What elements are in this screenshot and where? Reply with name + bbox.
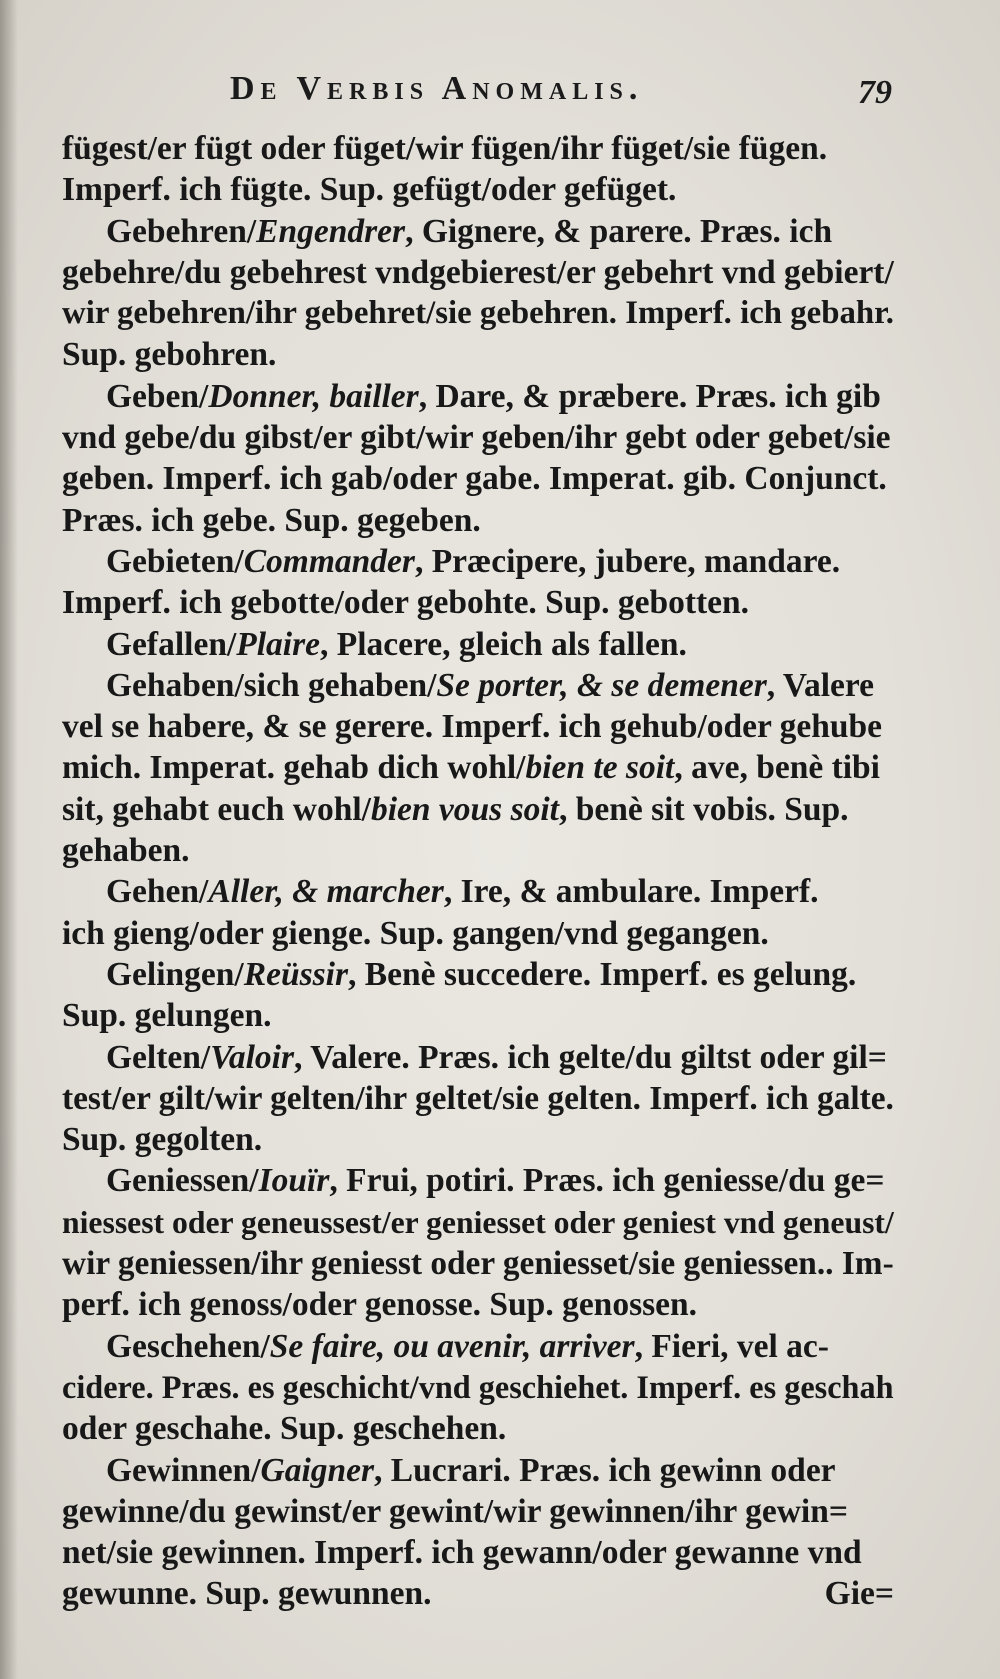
text-line (62, 293, 894, 334)
page-number: 79 (858, 74, 892, 111)
text-segment: Geschehen/ (106, 1327, 270, 1365)
text-segment: niessest oder geneussest/er geniesset oder geniest vnd geneust/ (62, 1204, 894, 1240)
text-segment: Gebieten/ (106, 542, 244, 580)
french-gloss: Gaigner (260, 1451, 375, 1489)
text-segment: Imperf. ich gebotte/oder gebohte. Sup. gebotten. (62, 584, 750, 622)
text-segment: gebehre/du gebehrest vndgebierest/er gebehrt vnd gebiert/ (62, 253, 894, 291)
french-gloss: Se faire, ou avenir, arriver (269, 1327, 635, 1365)
french-gloss: Donner, bailler (208, 377, 419, 415)
text-line (62, 747, 894, 788)
text-segment: oder geschahe. Sup. geschehen. (62, 1410, 507, 1448)
french-gloss: bien vous soit (370, 790, 559, 828)
text-segment: net/sie gewinnen. Imperf. ich gewann/oder gewanne vnd (62, 1534, 862, 1572)
french-gloss: Aller, & marcher (208, 873, 444, 911)
text-segment: , Frui, potiri. Præs. ich geniesse/du ge= (329, 1162, 885, 1200)
page-header (60, 70, 900, 120)
text-segment: mich. Imperat. gehab dich wohl/ (62, 749, 526, 787)
text-segment: Gefallen/ (106, 625, 237, 663)
text-line (62, 500, 894, 541)
text-line (62, 458, 894, 499)
french-gloss: Valoir (210, 1038, 294, 1076)
text-line (62, 334, 894, 375)
text-line (62, 1243, 894, 1284)
text-segment: , Præcipere, jubere, mandare. (414, 542, 841, 580)
text-line (62, 1119, 894, 1160)
text-line (62, 624, 894, 665)
text-line (62, 995, 894, 1036)
text-segment: vel se habere, & se gerere. Imperf. ich gehub/oder gehube (62, 708, 883, 746)
text-segment: wir gebehren/ihr gebehret/sie gebehren. Imperf. ich gebahr. (62, 295, 894, 332)
running-head: De Verbis Anomalis. (230, 70, 644, 107)
text-line (62, 665, 894, 706)
text-line (62, 1160, 894, 1201)
text-line (62, 252, 894, 293)
text-line (62, 1532, 894, 1573)
text-segment: vnd gebe/du gibst/er gibt/wir geben/ihr gebt oder gebet/sie (62, 419, 891, 457)
text-line (62, 417, 894, 458)
text-segment: , Dare, & præbere. Præs. ich gib (418, 377, 881, 415)
text-segment: Præs. ich gebe. Sup. gegeben. (62, 501, 481, 539)
text-segment: Gehaben/sich gehaben/ (106, 666, 437, 704)
french-gloss: Commander (243, 542, 415, 580)
french-gloss: Plaire (236, 625, 320, 663)
text-segment: , Benè succedere. Imperf. es gelung. (348, 955, 857, 993)
text-line (62, 706, 894, 747)
text-line (62, 1408, 894, 1449)
text-line (62, 871, 894, 912)
text-segment: gehaben. (62, 832, 190, 870)
text-segment: , ave, benè tibi (674, 749, 880, 787)
text-segment: cidere. Præs. es geschicht/vnd geschiehet. Imperf. es geschah (62, 1368, 894, 1405)
text-segment: Sup. gegolten. (62, 1121, 263, 1159)
text-line (62, 830, 894, 871)
text-segment: sit, gehabt euch wohl/ (62, 790, 371, 828)
french-gloss: Engendrer (256, 212, 406, 250)
text-line (62, 913, 894, 954)
catchword: Gie= (824, 1575, 894, 1613)
text-segment: Gehen/ (106, 873, 209, 911)
text-line (62, 1078, 894, 1119)
french-gloss: bien te soit (525, 749, 675, 787)
text-line (62, 1573, 894, 1614)
text-segment: , Ire, & ambulare. Imperf. (443, 873, 819, 911)
text-segment: Gelingen/ (106, 955, 244, 993)
text-segment: , Fieri, vel ac- (634, 1327, 829, 1365)
text-segment: , Gignere, & parere. Præs. ich (405, 212, 833, 250)
body-text (62, 128, 894, 1615)
text-segment: , Lucrari. Præs. ich gewinn oder (374, 1451, 836, 1489)
text-segment: , Placere, gleich als fallen. (320, 625, 687, 663)
text-segment: test/er gilt/wir gelten/ihr geltet/sie gelten. Imperf. ich galte. (62, 1079, 894, 1117)
text-segment: ich gieng/oder gienge. Sup. gangen/vnd gegangen. (62, 914, 769, 952)
text-segment: Gelten/ (106, 1038, 211, 1076)
text-line (62, 541, 894, 582)
text-line (62, 954, 894, 995)
text-line (62, 582, 894, 623)
text-segment: Gewinnen/ (106, 1451, 261, 1489)
text-line (62, 1326, 894, 1367)
text-segment: , Valere. Præs. ich gelte/du giltst oder gil= (294, 1038, 887, 1076)
text-segment: perf. ich genoss/oder genosse. Sup. genossen. (62, 1286, 698, 1324)
text-segment: Geniessen/ (106, 1162, 259, 1200)
page-gutter-shadow (0, 0, 18, 1679)
french-gloss: Iouïr (258, 1162, 330, 1200)
text-line (62, 169, 894, 210)
text-segment: Sup. gelungen. (62, 997, 272, 1035)
text-line (62, 128, 894, 169)
text-segment: Gebehren/ (106, 212, 257, 250)
french-gloss: Reüssir (243, 955, 348, 993)
text-segment: gewinne/du gewinst/er gewint/wir gewinnen/ihr gewin= (62, 1492, 848, 1530)
text-line (62, 1284, 894, 1325)
text-line (62, 1037, 894, 1078)
text-line (62, 376, 894, 417)
text-segment: geben. Imperf. ich gab/oder gabe. Imperat. gib. Conjunct. (62, 460, 887, 498)
french-gloss: Se porter, & se demener (436, 666, 767, 704)
text-line (62, 1367, 894, 1408)
text-segment: gewunne. Sup. gewunnen. (62, 1575, 432, 1613)
text-segment: , benè sit vobis. Sup. (558, 790, 849, 828)
text-segment: Imperf. ich fügte. Sup. gefügt/oder gefüget. (62, 171, 677, 209)
text-line (62, 1491, 894, 1532)
text-line (62, 1450, 894, 1491)
text-line (62, 789, 894, 830)
text-segment: wir geniessen/ihr geniesst oder geniesset/sie geniessen.. Im- (62, 1245, 894, 1283)
text-segment: fügest/er fügt oder füget/wir fügen/ihr füget/sie fügen. (62, 130, 828, 167)
text-line (62, 211, 894, 252)
text-segment: , Valere (766, 666, 875, 704)
text-line (62, 1202, 894, 1243)
text-segment: Geben/ (106, 377, 209, 415)
text-segment: Sup. gebohren. (62, 336, 277, 374)
